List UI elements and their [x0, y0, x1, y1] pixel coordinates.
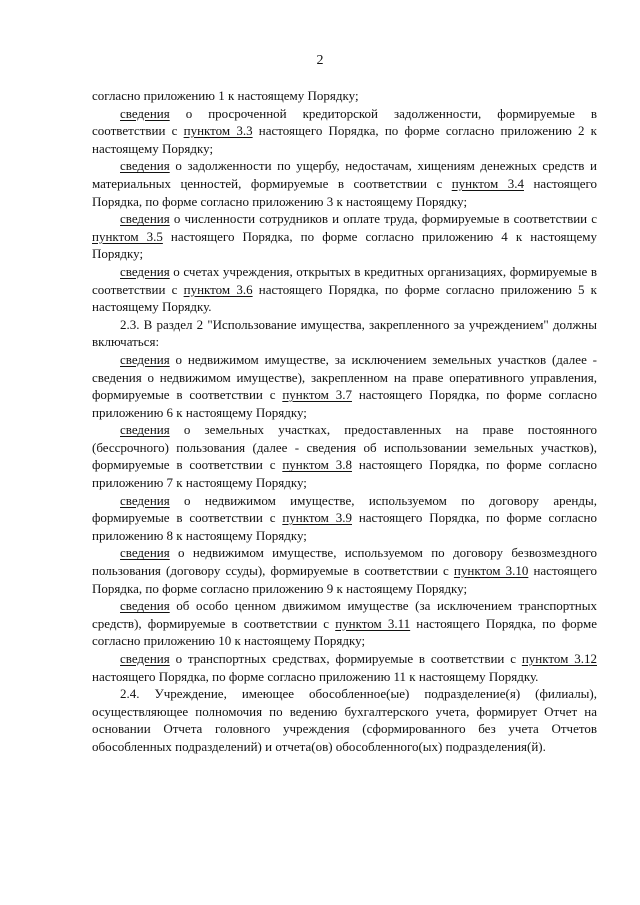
paragraph-text: 2.4. Учреждение, имеющее обособленное(ые) подразделение(я) (филиалы), осуществляющее полномочия по ведению бухгалтерского учета, формирует Отчет на основании Отчета головного учреждения (сформированного без учета Отчетов обособленных подразделений) и отчета(ов) обособленного(ых) подразделения(й).	[92, 686, 597, 754]
paragraph	[92, 263, 597, 316]
reference-link[interactable]: сведения	[120, 158, 170, 174]
reference-link[interactable]: пунктом 3.7	[282, 387, 352, 403]
paragraph-text: настоящего Порядка, по форме согласно приложению 3 к настоящему Порядку;	[92, 175, 597, 209]
document-body	[92, 87, 597, 756]
paragraph	[92, 597, 597, 650]
reference-link[interactable]: сведения	[120, 598, 170, 614]
paragraph-text: о земельных участках, предоставленных на праве постоянного (бессрочного) пользования (далее - сведения об использовании земельных участков), формируемые в соответствии с	[92, 422, 597, 473]
paragraph-text: настоящего Порядка, по форме согласно приложению 2 к настоящему Порядку;	[92, 123, 597, 156]
reference-link[interactable]: сведения	[120, 105, 170, 121]
paragraph	[92, 351, 597, 421]
paragraph-text: о транспортных средствах, формируемые в соответствии с	[169, 651, 522, 666]
paragraph	[92, 157, 597, 210]
paragraph	[92, 492, 597, 545]
reference-link[interactable]: пунктом 3.9	[282, 510, 352, 526]
paragraph	[92, 316, 597, 351]
paragraph-text: о недвижимом имуществе, используемом по договору аренды, формируемые в соответствии с	[92, 492, 597, 526]
paragraph	[92, 544, 597, 597]
reference-link[interactable]: сведения	[120, 492, 170, 508]
paragraph-text: о численности сотрудников и оплате труда, формируемые в соответствии с	[169, 211, 597, 227]
paragraph-text: настоящего Порядка, по форме согласно приложению 11 к настоящему Порядку.	[92, 668, 539, 684]
reference-link[interactable]: сведения	[120, 651, 170, 666]
paragraph	[92, 685, 597, 755]
reference-link[interactable]: пунктом 3.12	[521, 651, 597, 666]
paragraph-text: настоящего Порядка, по форме согласно приложению 6 к настоящему Порядку;	[92, 387, 597, 420]
reference-link[interactable]: сведения	[120, 263, 170, 279]
paragraph-text: настоящего Порядка, по форме согласно приложению 4 к настоящему Порядку;	[92, 228, 597, 262]
paragraph-text: об особо ценном движимом имуществе (за исключением транспортных средств), формируемые в соответствии с	[92, 598, 597, 631]
reference-link[interactable]: сведения	[120, 351, 170, 367]
paragraph-text: настоящего Порядка, по форме согласно приложению 7 к настоящему Порядку;	[92, 457, 597, 491]
paragraph	[92, 105, 597, 158]
paragraph	[92, 421, 597, 491]
paragraph-text: настоящего Порядка, по форме согласно приложению 8 к настоящему Порядку;	[92, 510, 597, 543]
reference-link[interactable]: пунктом 3.6	[183, 281, 253, 297]
page-number: 2	[316, 53, 324, 68]
paragraph-text: о счетах учреждения, открытых в кредитных организациях, формируемые в соответствии с	[92, 263, 597, 297]
paragraph	[92, 210, 597, 263]
reference-link[interactable]: пунктом 3.5	[92, 228, 163, 244]
paragraph-text: согласно приложению 1 к настоящему Порядку;	[92, 88, 359, 103]
paragraph-text: о недвижимом имуществе, используемом по договору безвозмездного пользования (договору ссуды), формируемые в соответствии с	[92, 545, 597, 579]
paragraph	[92, 650, 597, 685]
paragraph-text: о задолженности по ущербу, недостачам, хищениям денежных средств и материальных ценностей, формируемые в соответствии с	[92, 158, 597, 191]
reference-link[interactable]: пунктом 3.3	[183, 123, 253, 139]
reference-link[interactable]: пунктом 3.10	[453, 563, 529, 579]
paragraph-text: 2.3. В раздел 2 "Использование имущества, закрепленного за учреждением" должны включаться:	[92, 316, 597, 350]
reference-link[interactable]: пунктом 3.8	[282, 457, 352, 473]
paragraph-text: настоящего Порядка, по форме согласно приложению 10 к настоящему Порядку;	[92, 615, 597, 649]
reference-link[interactable]: сведения	[120, 545, 170, 561]
paragraph	[92, 87, 597, 105]
reference-link[interactable]: сведения	[120, 211, 170, 227]
reference-link[interactable]: сведения	[120, 422, 170, 438]
paragraph-text: настоящего Порядка, по форме согласно приложению 5 к настоящему Порядку.	[92, 281, 597, 315]
paragraph-text: о недвижимом имуществе, за исключением земельных участков (далее - сведения о недвижимом имуществе), закрепленном на праве оперативного управления, формируемые в соответствии с	[92, 351, 597, 403]
paragraph-text: о просроченной кредиторской задолженности, формируемые в соответствии с	[92, 105, 597, 139]
reference-link[interactable]: пунктом 3.4	[451, 175, 524, 191]
paragraph-text: настоящего Порядка, по форме согласно приложению 9 к настоящему Порядку;	[92, 563, 597, 596]
reference-link[interactable]: пунктом 3.11	[335, 615, 411, 631]
